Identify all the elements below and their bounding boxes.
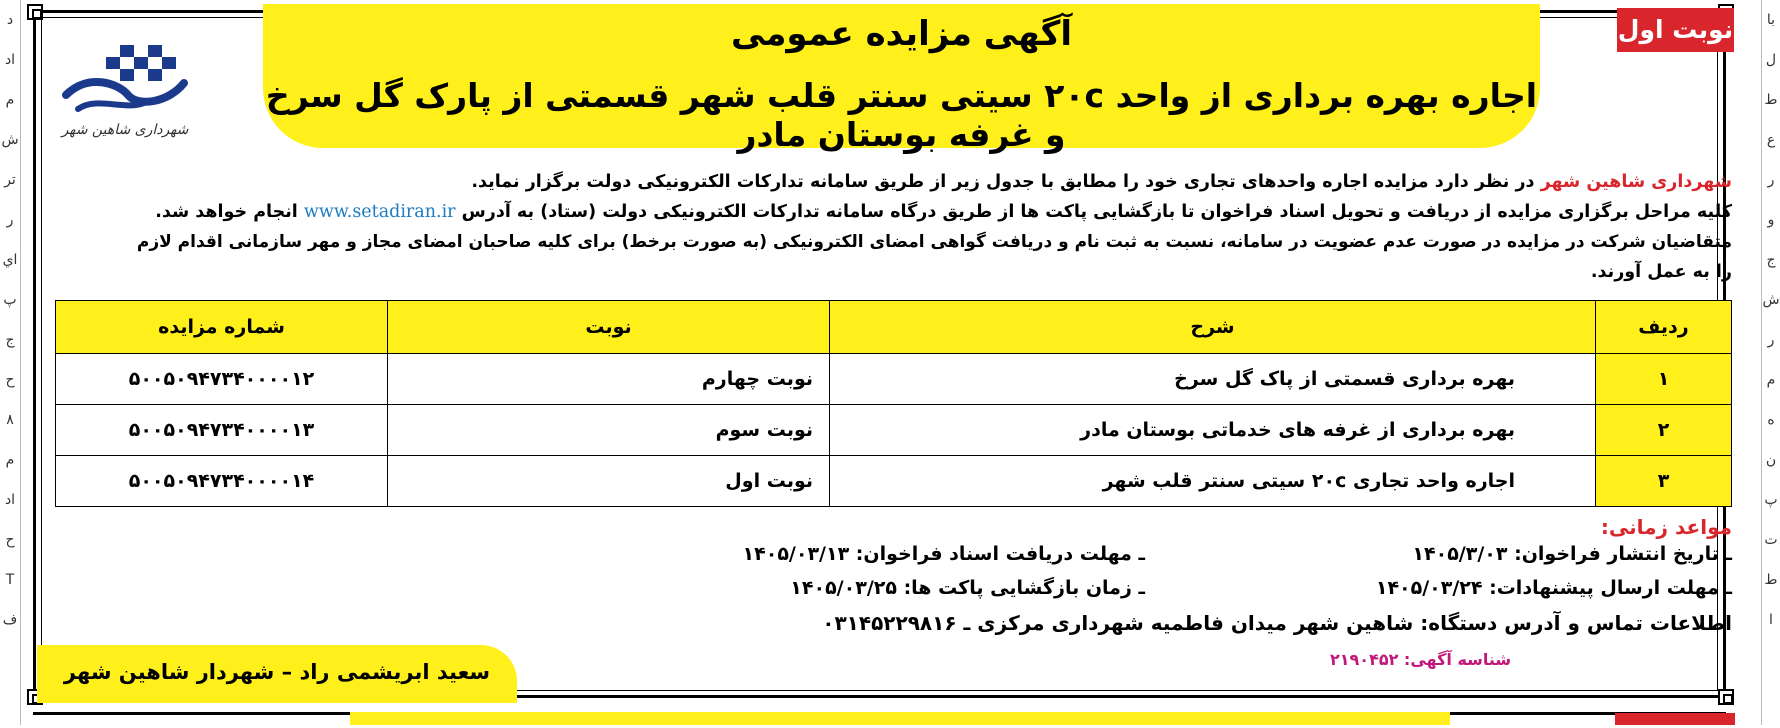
cell-auction-number: ۵۰۰۵۰۹۴۷۳۴۰۰۰۰۱۳ xyxy=(56,405,388,456)
intro-line-2: کلیه مراحل برگزاری مزایده از دریافت و تحویل اسناد فراخوان تا بازگشایی پاکت ها از طریق درگاه سامانه تدارکات الکترونیکی دولت (ستاد) به آدرس www.setadiran.ir انجام خواهد شد. xyxy=(155,202,1732,222)
ad-id: شناسه آگهی: ۲۱۹۰۴۵۲ xyxy=(1330,650,1512,669)
cell-round: نوبت اول xyxy=(388,456,830,507)
org-name: شهرداری شاهین شهر xyxy=(1540,172,1732,192)
round-badge: نوبت اول xyxy=(1617,8,1734,52)
cell-description: اجاره واحد تجاری ۲۰c سیتی سنتر قلب شهر xyxy=(830,456,1596,507)
cell-auction-number: ۵۰۰۵۰۹۴۷۳۴۰۰۰۰۱۴ xyxy=(56,456,388,507)
frame-corner-ornament xyxy=(1718,689,1734,705)
cell-description: بهره برداری قسمتی از پاک گل سرخ xyxy=(830,354,1596,405)
cell-round: نوبت چهارم xyxy=(388,354,830,405)
right-neighbor-column: با ل ط ع ر و ج ش ر م ه ن پ ت ط ا xyxy=(1761,0,1780,725)
logo-caption: شهرداری شاهین شهر xyxy=(61,122,189,138)
contact-info: اطلاعات تماس و آدرس دستگاه: شاهین شهر میدان فاطمیه شهرداری مرکزی ـ ۰۳۱۴۵۲۲۹۸۱۶ xyxy=(822,611,1732,635)
col-header-auction-number: شماره مزایده xyxy=(56,301,388,354)
intro-line-3: متقاضیان شرکت در مزایده در صورت عدم عضویت در سامانه، نسبت به ثبت نام و دریافت گواهی امضای الکترونیکی (به صورت برخط) برای کلیه صاحبان امضای مجاز و مهر سازمانی اقدام لازم xyxy=(136,232,1732,252)
receive-deadline: ـ مهلت دریافت اسناد فراخوان: ۱۴۰۵/۰۳/۱۳ xyxy=(742,543,1145,565)
table-row xyxy=(56,405,1732,456)
signer-name: سعید ابریشمی راد – شهردار شاهین شهر xyxy=(63,660,491,684)
table-row xyxy=(56,354,1732,405)
opening-date: ـ زمان بازگشایی پاکت ها: ۱۴۰۵/۰۳/۲۵ xyxy=(790,577,1145,599)
cell-auction-number: ۵۰۰۵۰۹۴۷۳۴۰۰۰۰۱۲ xyxy=(56,354,388,405)
cell-round: نوبت سوم xyxy=(388,405,830,456)
dates-heading: مواعد زمانی: xyxy=(1600,515,1732,539)
submit-deadline: ـ مهلت ارسال پیشنهادات: ۱۴۰۵/۰۳/۲۴ xyxy=(1375,577,1732,599)
intro-line-1: شهرداری شاهین شهر در نظر دارد مزایده اجاره واحدهای تجاری خود را مطابق با جدول زیر از طریق سامانه تدارکات الکترونیکی دولت برگزار نماید. xyxy=(471,172,1732,192)
next-ad-badge xyxy=(1615,713,1735,725)
intro-line-4: را به عمل آورند. xyxy=(1590,262,1732,282)
frame-corner-ornament xyxy=(27,4,43,20)
next-ad-title-banner xyxy=(350,712,1450,725)
cell-row-number: ۱ xyxy=(1596,354,1732,405)
cell-row-number: ۳ xyxy=(1596,456,1732,507)
cell-row-number: ۲ xyxy=(1596,405,1732,456)
cell-description: بهره برداری از غرفه های خدماتی بوستان مادر xyxy=(830,405,1596,456)
col-header-row-number: ردیف xyxy=(1596,301,1732,354)
table-header-row xyxy=(56,301,1732,354)
left-neighbor-column: د اد م ش تر ر اي پ ج ح ٨ م اد ح T ف xyxy=(0,0,21,725)
ad-title: آگهی مزایده عمومی xyxy=(730,14,1073,54)
col-header-round: نوبت xyxy=(388,301,830,354)
auction-table xyxy=(55,300,1732,507)
publish-date: ـ تاریخ انتشار فراخوان: ۱۴۰۵/۳/۰۳ xyxy=(1412,543,1732,565)
ad-subtitle: اجاره بهره برداری از واحد ۲۰c سیتی سنتر قلب شهر قسمتی از پارک گل سرخ و غرفه بوستان مادر xyxy=(265,76,1538,154)
table-row xyxy=(56,456,1732,507)
col-header-description: شرح xyxy=(830,301,1596,354)
setadiran-link[interactable]: www.setadiran.ir xyxy=(303,202,456,222)
